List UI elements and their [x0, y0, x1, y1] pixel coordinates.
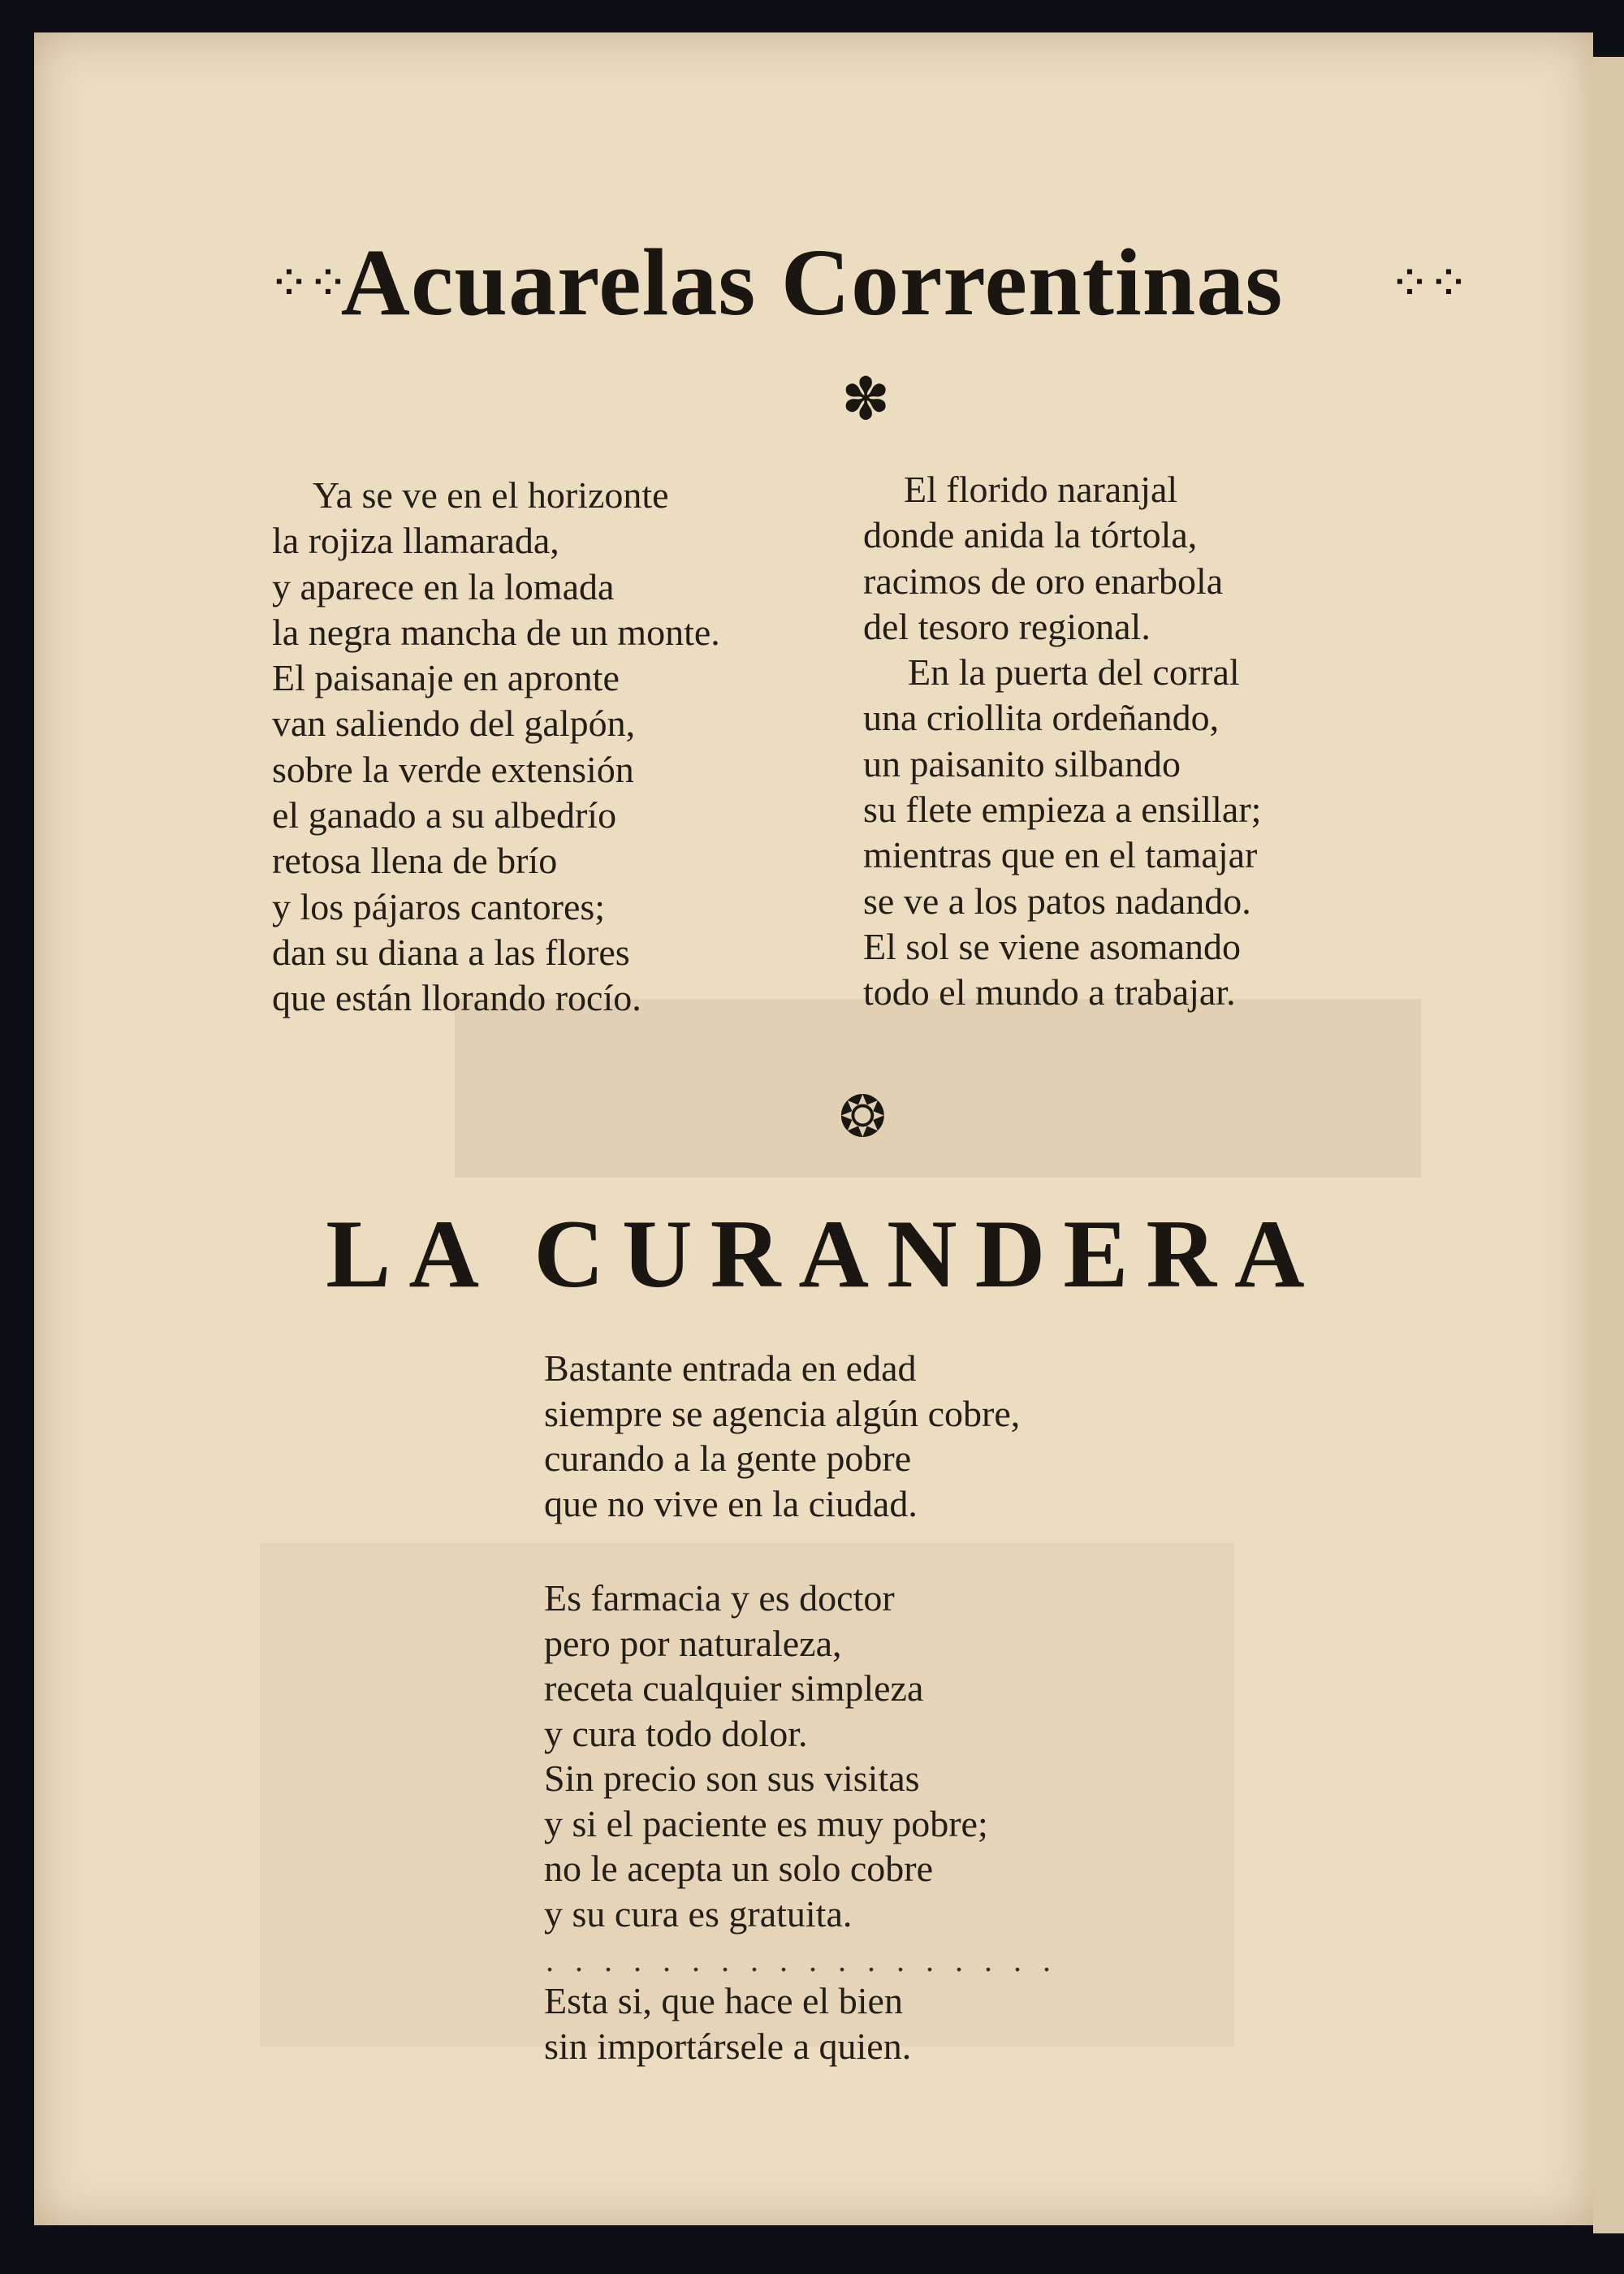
curandera-stanza-3	[544, 1978, 911, 2069]
verse-line: una criollita ordeñando,	[863, 697, 1220, 739]
verse-line: y los pájaros cantores;	[272, 885, 606, 927]
verse-line: Ya se ve en el horizonte	[313, 474, 669, 516]
bleed-through-photo-top	[455, 999, 1421, 1178]
verse-line: En la puerta del corral	[908, 651, 1240, 694]
verse-line: y su cura es gratuita.	[544, 1892, 853, 1935]
flower-icon: ✽	[841, 365, 891, 433]
curandera-stanza-1	[544, 1346, 1020, 1526]
ornament-icon: ❂	[839, 1083, 887, 1150]
verse-line: Sin precio son sus visitas	[544, 1757, 920, 1799]
verse-line: se ve a los patos nadando.	[863, 880, 1251, 922]
curandera-stanza-2	[544, 1576, 988, 1936]
verse-line: que no vive en la ciudad.	[544, 1482, 918, 1524]
verse-line: Es farmacia y es doctor	[544, 1577, 895, 1619]
verse-line: El sol se viene asomando	[863, 925, 1242, 967]
verse-line: van saliendo del galpón,	[272, 703, 636, 745]
verse-line: y si el paciente es muy pobre;	[544, 1802, 988, 1844]
verse-line: y aparece en la lomada	[272, 565, 615, 607]
verse-line: que están llorando rocío.	[272, 977, 641, 1019]
verse-line: un paisanito silbando	[863, 742, 1181, 785]
facing-page-edge	[1593, 57, 1624, 2233]
verse-line: siempre se agencia algún cobre,	[544, 1392, 1021, 1434]
verse-line: la negra mancha de un monte.	[272, 611, 720, 653]
verse-line: curando a la gente pobre	[544, 1437, 912, 1479]
verse-line: todo el mundo a trabajar.	[863, 971, 1236, 1014]
verse-line: el ganado a su albedrío	[272, 794, 617, 837]
section-title: LA CURANDERA	[326, 1200, 1323, 1308]
verse-line: su flete empieza a ensillar;	[863, 789, 1262, 831]
verse-line: Bastante entrada en edad	[544, 1347, 917, 1389]
verse-line: la rojiza llamarada,	[272, 520, 559, 562]
verse-line: sin importársele a quien.	[544, 2025, 912, 2067]
verse-line: racimos de oro enarbola	[863, 560, 1224, 602]
verse-line: retosa llena de brío	[272, 840, 558, 882]
dots-ornament-right: ⁘⁘	[1389, 253, 1466, 313]
verse-line: no le acepta un solo cobre	[544, 1848, 933, 1889]
verse-line: receta cualquier simpleza	[544, 1667, 924, 1709]
ellipsis-separator: . . . . . . . . . . . . . . . . . .	[546, 1942, 1057, 1978]
verse-line: donde anida la tórtola,	[863, 514, 1198, 556]
verse-line: pero por naturaleza,	[544, 1622, 842, 1664]
page-title: Acuarelas Correntinas	[340, 229, 1284, 335]
verse-line: Esta si, que hace el bien	[544, 1980, 903, 2021]
verse-line: dan su diana a las flores	[272, 931, 630, 973]
verse-line: El paisanaje en apronte	[272, 657, 620, 699]
verse-line: El florido naranjal	[904, 469, 1178, 510]
verse-line: del tesoro regional.	[863, 605, 1151, 647]
verse-line: mientras que en el tamajar	[863, 834, 1258, 876]
poem-left-column	[272, 473, 720, 1022]
verse-line: y cura todo dolor.	[544, 1712, 808, 1754]
poem-right-column	[863, 467, 1261, 1016]
dots-ornament-left: ⁘⁘	[268, 253, 346, 313]
verse-line: sobre la verde extensión	[272, 748, 634, 790]
